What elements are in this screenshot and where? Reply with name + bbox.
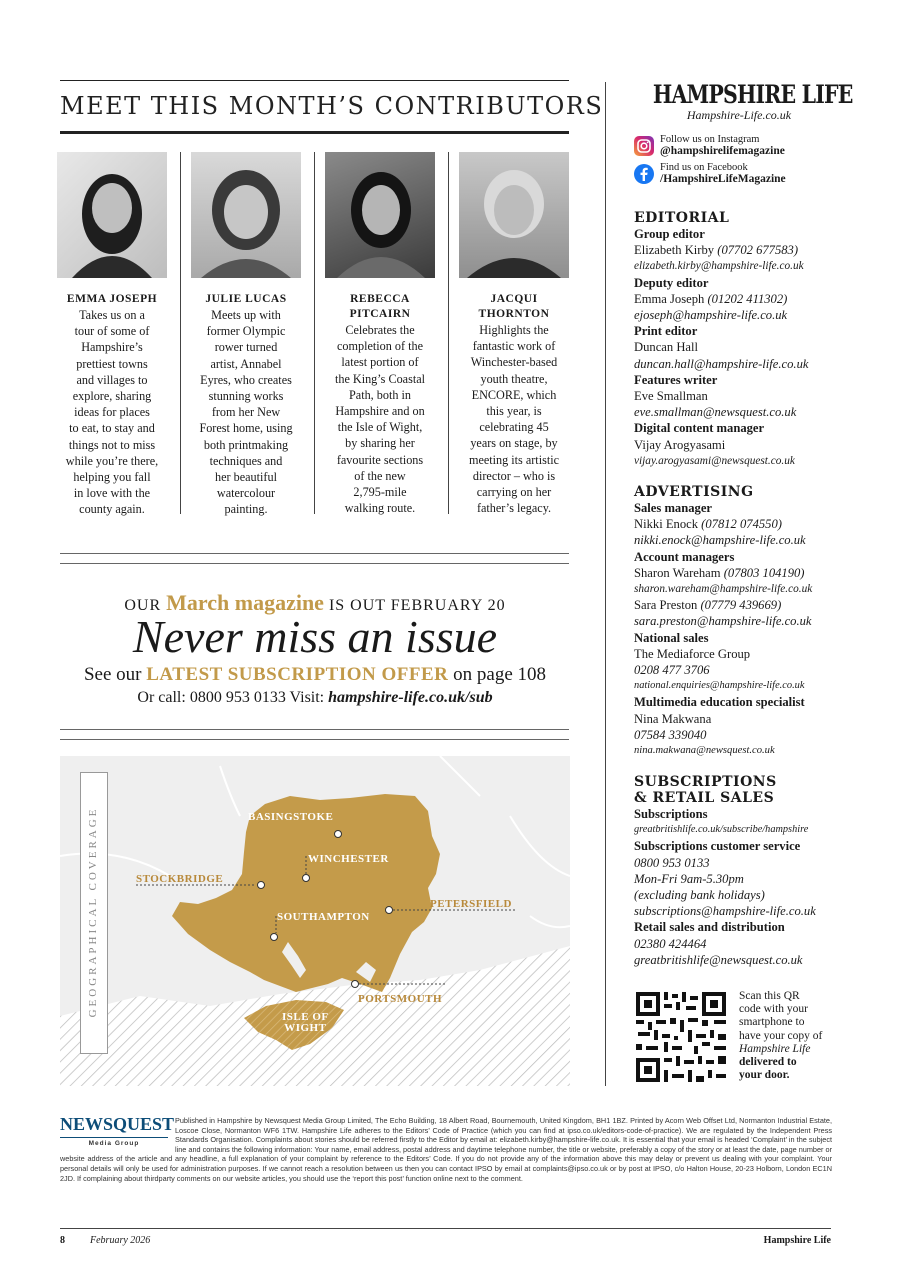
- contributor-julie-lucas: [191, 152, 301, 518]
- contributor-photo: [459, 152, 569, 278]
- contributor-jacqui-thornton: [459, 152, 569, 516]
- coverage-map: [60, 756, 570, 1086]
- email-link[interactable]: ejoseph@hampshire-life.co.uk: [634, 308, 788, 323]
- footer-date: February 2026: [90, 1235, 151, 1246]
- column-divider: [314, 152, 315, 514]
- footer-page-number: 8: [60, 1235, 65, 1246]
- promo-month: March magazine: [166, 590, 324, 615]
- contributor-name: JACQUI THORNTON: [478, 293, 550, 320]
- email-link[interactable]: nikki.enock@hampshire-life.co.uk: [634, 533, 806, 548]
- town-basingstoke: BASINGSTOKE: [248, 811, 334, 823]
- town-stockbridge: STOCKBRIDGE: [136, 873, 224, 885]
- footer-rule: [60, 1228, 831, 1229]
- town-petersfield: PETERSFIELD: [430, 898, 512, 910]
- contributor-bio: Celebrates the completion of the latest portion of the King’s Coastal Path, both in Hampshire and on the Isle of Wight, by sharing her favourite sections of the new 2,795-mile walking route.: [334, 323, 426, 516]
- footer-magazine: Hampshire Life: [763, 1235, 831, 1246]
- contributor-name: REBECCA PITCAIRN: [349, 293, 411, 320]
- portrait-julie: [191, 152, 301, 278]
- subscriptions-heading: SUBSCRIPTIONS: [634, 774, 777, 790]
- coverage-label: GEOGRAPHICAL COVERAGE: [87, 806, 99, 1018]
- promo-offer: See our LATEST SUBSCRIPTION OFFER on page 108: [83, 664, 547, 685]
- email-link[interactable]: nina.makwana@newsquest.co.uk: [634, 745, 775, 757]
- qr-code[interactable]: [634, 990, 728, 1084]
- promo-issue-date: OUR March magazine IS OUT FEBRUARY 20: [124, 590, 506, 615]
- contributor-rebecca-pitcairn: [325, 152, 435, 516]
- promo-headline: Never miss an issue: [132, 611, 498, 662]
- portrait-jacqui: [459, 152, 569, 278]
- advertising-section: ADVERTISING Sales manager Nikki Enock (07812 074550) nikki.enock@hampshire-life.co.uk Account managers Sharon Wareham (07803 104190) sharon.wareham@hampshire-life.co.uk Sara Preston (07779 439669) sara.preston@hampshire-life.co.uk National sales The Mediaforce Group 0208 477 3706 national.enquiries@hampshire-life.co.uk Multimedia education specialist Nina Makwana 07584 339040 nina.makwana@newsquest.co.uk: [634, 484, 844, 759]
- email-link[interactable]: eve.smallman@newsquest.co.uk: [634, 405, 797, 420]
- email-link[interactable]: national.enquiries@hampshire-life.co.uk: [634, 680, 805, 692]
- editorial-section: EDITORIAL Group editor Elizabeth Kirby (07702 677583) elizabeth.kirby@hampshire-life.co.uk Deputy editor Emma Joseph (01202 411302) ejoseph@hampshire-life.co.uk Print editor Duncan Hall duncan.hall@hampshire-life.co.uk Features writer Eve Smallman eve.smallman@newsquest.co.uk Digital content manager Vijay Arogyasami vijay.arogyasami@newsquest.co.uk: [634, 210, 844, 469]
- promo-contact: Or call: 0800 953 0133 Visit: hampshire-life.co.uk/sub: [137, 689, 493, 706]
- portrait-rebecca: [325, 152, 435, 278]
- advertising-heading: ADVERTISING: [634, 484, 754, 500]
- contributor-photo: [57, 152, 167, 278]
- email-link[interactable]: greatbritishlife@newsquest.co.uk: [634, 952, 803, 967]
- promo-rule-top-2: [60, 563, 569, 564]
- email-link[interactable]: vijay.arogyasami@newsquest.co.uk: [634, 454, 795, 467]
- contributor-emma-joseph: [57, 152, 167, 518]
- instagram-icon: [634, 136, 654, 156]
- contributors-title: MEET THIS MONTH’S CONTRIBUTORS: [60, 92, 604, 120]
- right-column-divider: [605, 82, 606, 1086]
- masthead-logo: HAMPSHIRE LIFE: [652, 80, 853, 109]
- contributor-photo: [325, 152, 435, 278]
- contributor-photo: [191, 152, 301, 278]
- facebook-icon: [634, 164, 654, 184]
- facebook-link[interactable]: Find us on Facebook /HampshireLifeMagazine: [634, 162, 844, 186]
- column-divider: [180, 152, 181, 514]
- email-link[interactable]: sara.preston@hampshire-life.co.uk: [634, 614, 812, 629]
- contributor-bio: Highlights the fantastic work of Winchester-based youth theatre, ENCORE, which this year, is celebrating 45 years on stage, by meeting its artistic director – who is carrying on her father’s legacy.: [468, 323, 560, 516]
- town-isle-of-wight: ISLE OF WIGHT: [282, 1011, 329, 1034]
- subscriptions-section: SUBSCRIPTIONS & RETAIL SALES Subscriptions greatbritishlife.co.uk/subscribe/hampshire Subscriptions customer service 0800 953 0133 Mon-Fri 9am-5.30pm (excluding bank holidays) subscriptions@hampshire-life.co.uk Retail sales and distribution 02380 424464 greatbritishlife@newsquest.co.uk: [634, 774, 844, 968]
- email-link[interactable]: duncan.hall@hampshire-life.co.uk: [634, 356, 809, 371]
- instagram-link[interactable]: Follow us on Instagram @hampshirelifemagazine: [634, 134, 844, 158]
- newsquest-logo-sub: Media Group: [60, 1137, 168, 1147]
- subscribe-link[interactable]: greatbritishlife.co.uk/subscribe/hampshire: [634, 824, 809, 836]
- title-underline: [60, 131, 569, 134]
- promo-offer-link[interactable]: LATEST SUBSCRIPTION OFFER: [146, 664, 449, 685]
- qr-instructions: Scan this QR code with your smartphone to have your copy of Hampshire Life delivered to your door.: [739, 990, 823, 1082]
- town-portsmouth: PORTSMOUTH: [358, 993, 443, 1005]
- column-divider: [448, 152, 449, 514]
- promo-rule-bottom: [60, 729, 569, 730]
- top-rule: [60, 80, 569, 81]
- masthead-site[interactable]: Hampshire-Life.co.uk: [686, 108, 792, 122]
- contributor-bio: Takes us on a tour of some of Hampshire’s prettiest towns and villages to explore, sharing ideas for places to eat, to stay and things not to miss while you’re there, helping you fall in love with the county again.: [65, 308, 159, 517]
- town-winchester: WINCHESTER: [308, 853, 389, 865]
- email-link[interactable]: sharon.wareham@hampshire-life.co.uk: [634, 583, 813, 596]
- town-southampton: SOUTHAMPTON: [277, 911, 370, 923]
- newsquest-logo: NEWSQUEST: [60, 1114, 175, 1134]
- contributor-name: JULIE LUCAS: [205, 293, 287, 305]
- contributor-bio: Meets up with former Olympic rower turned artist, Annabel Eyres, who creates stunning works from her New Forest home, using both printmaking techniques and her beautiful watercolour painting.: [199, 308, 293, 517]
- editorial-heading: EDITORIAL: [634, 210, 730, 226]
- promo-url-link[interactable]: hampshire-life.co.uk/sub: [328, 689, 493, 706]
- email-link[interactable]: elizabeth.kirby@hampshire-life.co.uk: [634, 260, 804, 273]
- portrait-emma: [57, 152, 167, 278]
- promo-rule-top: [60, 553, 569, 554]
- legal-text: Published in Hampshire by Newsquest Media Group Limited, The Echo Building, 18 Albert Road, Bournemouth, United Kingdom, BH1 1BZ. Printed by Acorn Web Offset Ltd, Normanton Industrial Estate, Loscoe Close, Normanton WF6 1TW. Hampshire Life adheres to the Editors’ Code of Practice (which you can find at ipso.co.uk/editors-code-of-practice). We are regulated by the Independent Press Standards Organisation. Complaints about stories should be referred firstly to the Editor by email at: elizabeth.kirby@hampshire-life.co.uk. It is essential that your email is headed ‘Complaint’ in the subject line and contains the following information: Your name, email address, postal address and daytime telephone number, the title or website, preferably a copy of the story or at least the date, page number or website address of the article and any headline, a full explanation of your complaint by reference to the Editors’ Code. If you do not provide any of the information above this may delay or prevent us dealing with your complaint. Your personal details will only be used for administration purposes. If we cannot reach a resolution between us then you can contact IPSO by email at complaints@ipso.co.uk or by post at IPSO, c/o Halton House, 20-23 Holborn, London EC1N 2JD. If complaining about thirdparty comments on our website articles, you should use the ‘report this post’ function online next to the comment.: [60, 1116, 832, 1183]
- email-link[interactable]: subscriptions@hampshire-life.co.uk: [634, 904, 816, 919]
- promo-rule-bottom-2: [60, 739, 569, 740]
- contributor-name: EMMA JOSEPH: [66, 293, 158, 305]
